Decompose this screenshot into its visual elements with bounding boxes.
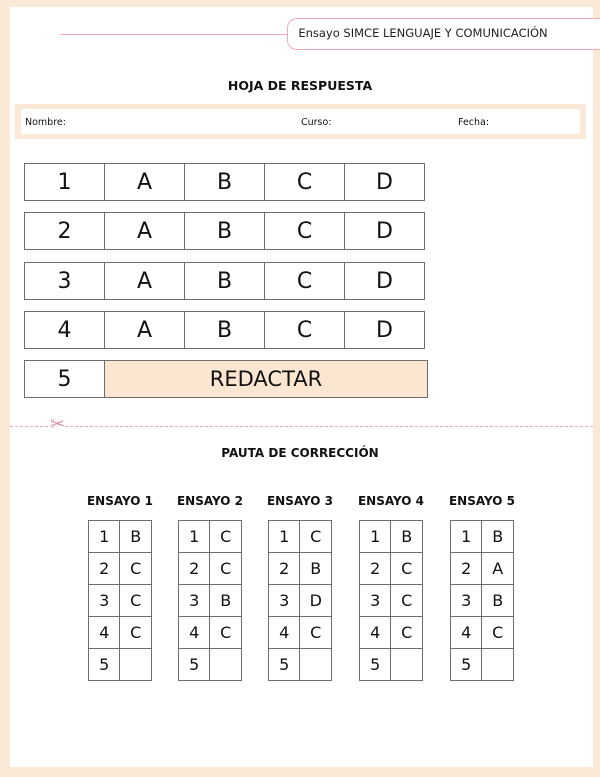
correct-answer: B [482,585,514,617]
question-number: 4 [269,617,300,649]
answer-key-row [269,649,332,681]
option-b[interactable]: B [184,163,265,201]
write-answer-box[interactable]: REDACTAR [104,360,428,398]
essay-label: ENSAYO 2 [176,494,243,508]
question-number: 4 [89,617,120,649]
name-label: Nombre: [25,117,66,128]
question-number: 5 [24,360,105,398]
question-number: 1 [179,521,210,553]
option-b[interactable]: B [184,262,265,300]
question-number: 3 [360,585,391,617]
option-c[interactable]: C [264,212,345,250]
answer-key-row [360,617,423,649]
answer-key-row [89,617,152,649]
question-number: 5 [89,649,120,681]
question-number: 3 [269,585,300,617]
option-b[interactable]: B [184,212,265,250]
question-number: 3 [24,262,105,300]
cut-line [10,426,593,427]
question-number: 2 [451,553,482,585]
answer-key-table [178,520,242,681]
correct-answer: C [300,521,332,553]
question-number: 2 [89,553,120,585]
correct-answer: C [210,521,242,553]
question-number: 1 [269,521,300,553]
question-number: 1 [451,521,482,553]
question-number: 5 [269,649,300,681]
answer-key-table [88,520,152,681]
question-number: 4 [360,617,391,649]
answer-key-row [451,617,514,649]
essay-label: ENSAYO 3 [266,494,333,508]
answer-key-row [179,617,242,649]
header-title: Ensayo SIMCE LENGUAJE Y COMUNICACIÓN [298,26,548,40]
correct-answer: C [120,553,152,585]
correct-answer: C [391,585,423,617]
option-a[interactable]: A [104,311,185,349]
answer-key-row [179,521,242,553]
student-info-box [15,104,586,139]
question-number: 5 [179,649,210,681]
answer-key-row [451,585,514,617]
correct-answer: B [482,521,514,553]
answer-key-row [179,585,242,617]
answer-key-table [359,520,423,681]
question-number: 1 [360,521,391,553]
correct-answer [120,649,152,681]
option-c[interactable]: C [264,262,345,300]
option-a[interactable]: A [104,163,185,201]
answer-sheet-title: HOJA DE RESPUESTA [227,78,373,93]
correct-answer: B [210,585,242,617]
answer-key-row [451,649,514,681]
answer-key-row [269,521,332,553]
answer-row [24,163,428,201]
question-number: 1 [24,163,105,201]
answer-key-row [89,649,152,681]
answer-key-row [360,521,423,553]
answer-key-row [360,585,423,617]
question-number: 2 [24,212,105,250]
question-number: 4 [451,617,482,649]
option-c[interactable]: C [264,163,345,201]
question-number: 1 [89,521,120,553]
question-number: 3 [89,585,120,617]
correct-answer: C [482,617,514,649]
essay-label: ENSAYO 5 [448,494,515,508]
option-a[interactable]: A [104,262,185,300]
correct-answer: B [391,521,423,553]
correct-answer [391,649,423,681]
question-number: 5 [360,649,391,681]
course-label: Curso: [301,117,332,128]
answer-key-row [89,553,152,585]
question-number: 3 [179,585,210,617]
correct-answer: C [391,617,423,649]
question-number: 5 [451,649,482,681]
answer-key-row [360,553,423,585]
answer-key-table [268,520,332,681]
correct-answer: C [120,585,152,617]
date-label: Fecha: [458,117,490,128]
question-number: 4 [179,617,210,649]
answer-row [24,262,428,300]
correct-answer [482,649,514,681]
question-number: 4 [24,311,105,349]
option-b[interactable]: B [184,311,265,349]
answer-key-row [451,553,514,585]
question-number: 2 [179,553,210,585]
correct-answer [210,649,242,681]
option-a[interactable]: A [104,212,185,250]
correct-answer: C [210,553,242,585]
answer-key-row [269,553,332,585]
option-d[interactable]: D [344,212,425,250]
question-number: 3 [451,585,482,617]
correct-answer: B [300,553,332,585]
correct-answer: A [482,553,514,585]
correct-answer: C [210,617,242,649]
header-banner [287,18,600,50]
correct-answer: D [300,585,332,617]
essay-label: ENSAYO 4 [357,494,424,508]
question-number: 2 [360,553,391,585]
correct-answer: C [300,617,332,649]
answer-key-row [269,617,332,649]
answer-row-5 [24,360,428,398]
answer-row [24,311,428,349]
answer-row [24,212,428,250]
correct-answer: C [120,617,152,649]
essay-label: ENSAYO 1 [86,494,153,508]
answer-key-row [269,585,332,617]
option-d[interactable]: D [344,262,425,300]
correct-answer [300,649,332,681]
answer-key-row [89,521,152,553]
header-line [60,34,292,35]
question-number: 2 [269,553,300,585]
scissors-icon: ✂ [50,414,66,435]
correct-answer: B [120,521,152,553]
answer-key-row [360,649,423,681]
answer-key-row [179,649,242,681]
answer-key-table [450,520,514,681]
option-c[interactable]: C [264,311,345,349]
answer-key-row [179,553,242,585]
option-d[interactable]: D [344,163,425,201]
answer-key-row [89,585,152,617]
answer-key-title: PAUTA DE CORRECCIÓN [221,446,379,460]
option-d[interactable]: D [344,311,425,349]
answer-key-row [451,521,514,553]
correct-answer: C [391,553,423,585]
